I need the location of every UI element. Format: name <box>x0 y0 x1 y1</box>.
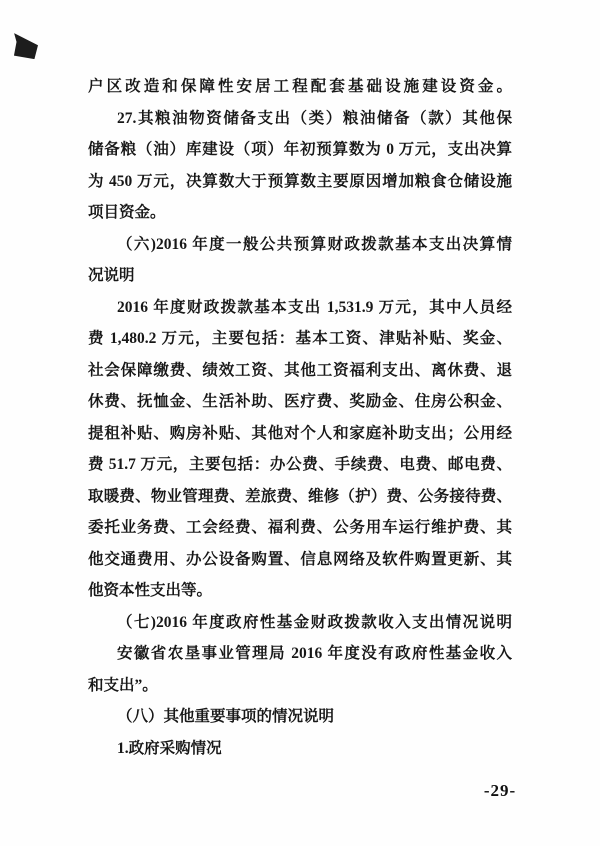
text-line: 和支出”。 <box>88 676 158 694</box>
text-line: 他资本性支出等。 <box>88 582 213 599</box>
section-heading: （八）其他重要事项的情况说明 <box>117 708 335 725</box>
text-line: 户区改造和保障性安居工程配套基础设施建设资金。 <box>88 78 512 95</box>
section-heading: 况说明 <box>88 267 135 284</box>
text-line: 他交通费用、办公设备购置、信息网络及软件购置更新、其 <box>88 550 512 568</box>
scan-corner-artifact <box>12 31 40 61</box>
text-line: 休费、抚恤金、生活补助、医疗费、奖励金、住房公积金、 <box>88 393 512 410</box>
page-number: -29- <box>483 781 517 800</box>
text-line: 提租补贴、购房补贴、其他对个人和家庭补助支出；公用经 <box>88 424 512 442</box>
text-line: 费 51.7 万元，主要包括：办公费、手续费、电费、邮电费、 <box>88 456 512 473</box>
text-line: 取暖费、物业管理费、差旅费、维修（护）费、公务接待费、 <box>88 487 512 505</box>
section-heading: （六)2016 年度一般公共预算财政拨款基本支出决算情 <box>117 235 512 253</box>
text-line: 储备粮（油）库建设（项）年初预算数为 0 万元，支出决算 <box>88 141 512 158</box>
text-line: 费 1,480.2 万元，主要包括：基本工资、津贴补贴、奖金、 <box>88 330 512 347</box>
text-line: 1.政府采购情况 <box>117 739 222 757</box>
section-heading: （七)2016 年度政府性基金财政拨款收入支出情况说明 <box>117 613 512 631</box>
text-line: 委托业务费、工会经费、福利费、公务用车运行维护费、其 <box>88 519 512 536</box>
text-line: 为 450 万元，决算数大于预算数主要原因增加粮食仓储设施 <box>88 172 512 190</box>
text-line: 2016 年度财政拨款基本支出 1,531.9 万元，其中人员经 <box>117 298 512 316</box>
text-line: 社会保障缴费、绩效工资、其他工资福利支出、离休费、退 <box>88 361 512 379</box>
text-line: 27.其粮油物资储备支出（类）粮油储备（款）其他保 <box>117 109 512 127</box>
text-line: 安徽省农垦事业管理局 2016 年度没有政府性基金收入 <box>117 645 512 662</box>
text-line: 项目资金。 <box>88 204 166 221</box>
document-text-column <box>88 71 512 764</box>
